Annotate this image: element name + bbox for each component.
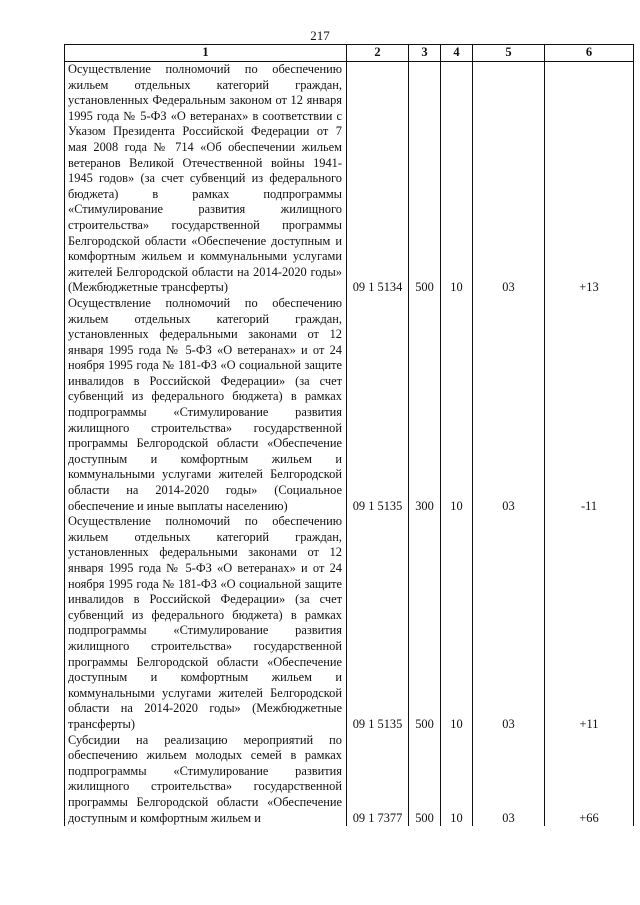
row-type: 300 bbox=[409, 296, 441, 514]
header-col-3: 3 bbox=[409, 45, 441, 62]
row-subsection: 03 bbox=[473, 62, 545, 296]
row-description: Осуществление полномочий по обеспечению жильем отдельных категорий граждан, установленных федеральными законами от 12 января 1995 года № 5-ФЗ «О ветеранах» и от 24 ноября 1995 года № 181-ФЗ «О социальной защите инвалидов в Российской Федерации» (за счет субвенций из федерального бюджета) в рамках подпрограммы «Стимулирование развития жилищного строительства» государственной программы Белгородской области «Обеспечение доступным и комфортным жильем и коммунальными услугами жителей Белгородской области на 2014-2020 годы» (Социальное обеспечение и иные выплаты населению) bbox=[65, 296, 347, 514]
row-section: 10 bbox=[441, 514, 473, 732]
row-subsection: 03 bbox=[473, 514, 545, 732]
table-row bbox=[65, 62, 634, 296]
row-code: 09 1 7377 bbox=[347, 733, 409, 827]
row-code: 09 1 5134 bbox=[347, 62, 409, 296]
header-col-6: 6 bbox=[545, 45, 634, 62]
header-col-5: 5 bbox=[473, 45, 545, 62]
row-section: 10 bbox=[441, 296, 473, 514]
header-row bbox=[65, 45, 634, 62]
header-col-1: 1 bbox=[65, 45, 347, 62]
row-amount: +66 bbox=[545, 733, 634, 827]
row-amount: +11 bbox=[545, 514, 634, 732]
table-row bbox=[65, 296, 634, 514]
row-subsection: 03 bbox=[473, 733, 545, 827]
header-col-4: 4 bbox=[441, 45, 473, 62]
row-description: Осуществление полномочий по обеспечению жильем отдельных категорий граждан, установленных Федеральным законом от 12 января 1995 года № 5-ФЗ «О ветеранах» в соответствии с Указом Президента Российской Федерации от 7 мая 2008 года № 714 «Об обеспечении жильем ветеранов Великой Отечественной войны 1941-1945 годов» (за счет субвенций из федерального бюджета) в рамках подпрограммы «Стимулирование развития жилищного строительства» государственной программы Белгородской области «Обеспечение доступным и комфортным жильем и коммунальными услугами жителей Белгородской области на 2014-2020 годы» (Межбюджетные трансферты) bbox=[65, 62, 347, 296]
row-code: 09 1 5135 bbox=[347, 514, 409, 732]
row-description: Осуществление полномочий по обеспечению жильем отдельных категорий граждан, установленных федеральными законами от 12 января 1995 года № 5-ФЗ «О ветеранах» и от 24 ноября 1995 года № 181-ФЗ «О социальной защите инвалидов в Российской Федерации» (за счет субвенций из федерального бюджета) в рамках подпрограммы «Стимулирование развития жилищного строительства» государственной программы Белгородской области «Обеспечение доступным и комфортным жильем и коммунальными услугами жителей Белгородской области на 2014-2020 годы» (Межбюджетные трансферты) bbox=[65, 514, 347, 732]
row-type: 500 bbox=[409, 733, 441, 827]
budget-table bbox=[64, 44, 634, 826]
row-section: 10 bbox=[441, 733, 473, 827]
page-number: 217 bbox=[310, 28, 330, 43]
row-section: 10 bbox=[441, 62, 473, 296]
table-row bbox=[65, 514, 634, 732]
header-col-2: 2 bbox=[347, 45, 409, 62]
row-type: 500 bbox=[409, 62, 441, 296]
row-subsection: 03 bbox=[473, 296, 545, 514]
row-amount: -11 bbox=[545, 296, 634, 514]
row-code: 09 1 5135 bbox=[347, 296, 409, 514]
row-description: Субсидии на реализацию мероприятий по обеспечению жильем молодых семей в рамках подпрограммы «Стимулирование развития жилищного строительства» государственной программы Белгородской области «Обеспечение доступным и комфортным жильем и bbox=[65, 733, 347, 827]
table-row bbox=[65, 733, 634, 827]
row-type: 500 bbox=[409, 514, 441, 732]
row-amount: +13 bbox=[545, 62, 634, 296]
